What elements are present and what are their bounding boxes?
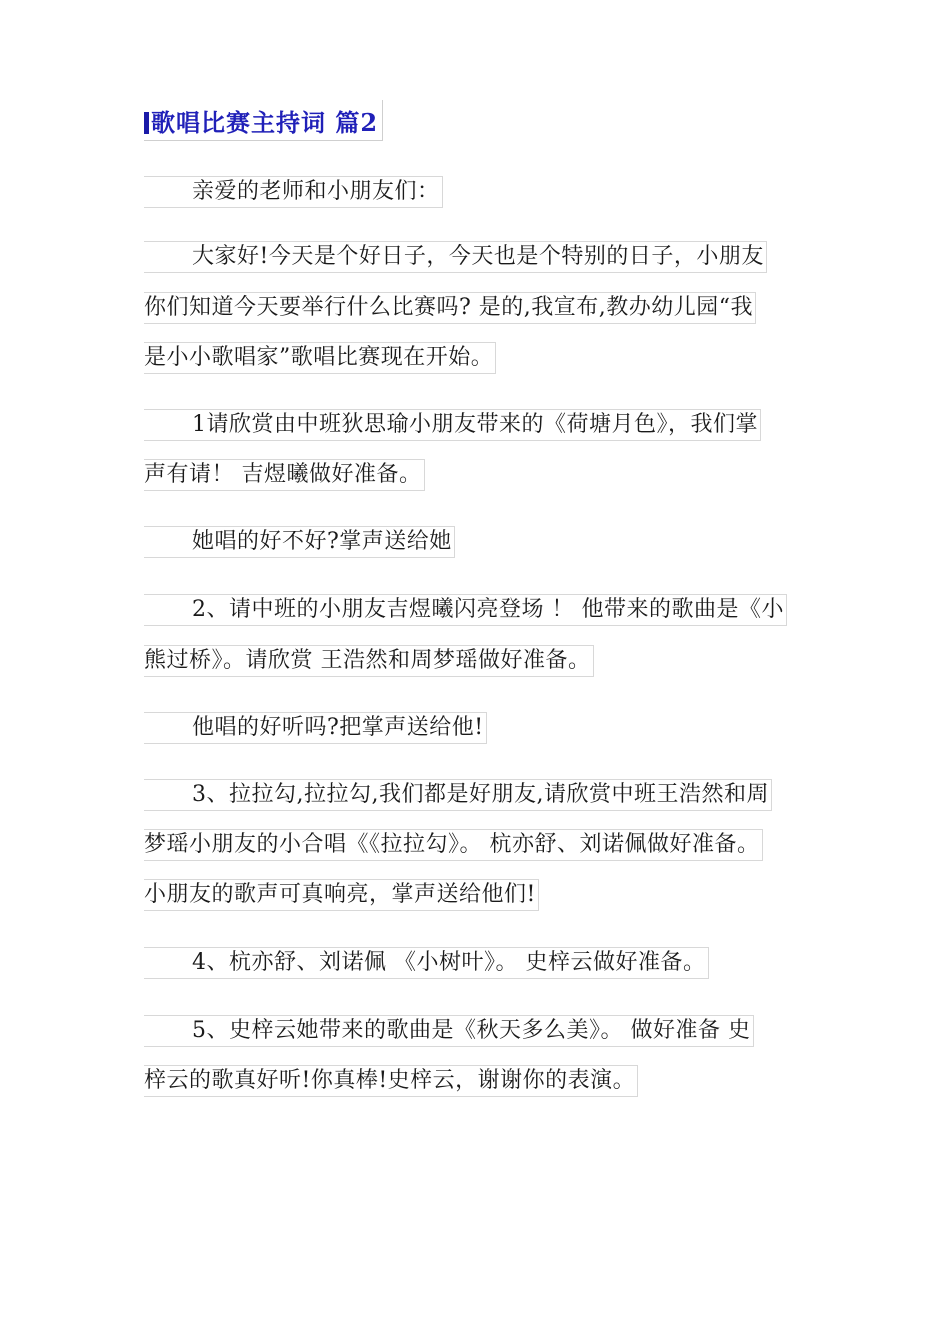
paragraph-line: 他唱的好听吗?把掌声送给他! xyxy=(144,712,487,744)
section-heading xyxy=(144,100,383,141)
heading-title: 歌唱比赛主持词 篇2 xyxy=(151,107,379,137)
paragraph-line: 梦瑶小朋友的小合唱《《拉拉勾》。 杭亦舒、刘诺佩做好准备。 xyxy=(144,829,763,861)
paragraph-line: 小朋友的歌声可真响亮，掌声送给他们! xyxy=(144,879,539,911)
paragraph-line: 声有请！ 吉煜曦做好准备。 xyxy=(144,459,425,491)
paragraph-line: 1请欣赏由中班狄思瑜小朋友带来的《荷塘月色》，我们掌 xyxy=(144,409,761,441)
heading-marker xyxy=(144,112,149,134)
greeting-line: 亲爱的老师和小朋友们： xyxy=(144,176,443,208)
paragraph-line: 是小小歌唱家”歌唱比赛现在开始。 xyxy=(144,342,496,374)
paragraph-line: 4、杭亦舒、刘诺佩 《小树叶》。 史梓云做好准备。 xyxy=(144,947,709,979)
paragraph-line: 大家好!今天是个好日子，今天也是个特别的日子，小朋友 xyxy=(144,241,767,273)
paragraph-line: 2、请中班的小朋友吉煜曦闪亮登场 ！ 他带来的歌曲是《小 xyxy=(144,594,787,626)
paragraph-line: 熊过桥》。请欣赏 王浩然和周梦瑶做好准备。 xyxy=(144,645,594,677)
paragraph-line: 3、拉拉勾,拉拉勾,我们都是好朋友,请欣赏中班王浩然和周 xyxy=(144,779,772,811)
paragraph-line: 你们知道今天要举行什么比赛吗? 是的,我宣布,教办幼儿园“我 xyxy=(144,292,756,324)
paragraph-line: 她唱的好不好?掌声送给她 xyxy=(144,526,455,558)
paragraph-line: 梓云的歌真好听!你真棒!史梓云，谢谢你的表演。 xyxy=(144,1065,638,1097)
paragraph-line: 5、史梓云她带来的歌曲是《秋天多么美》。 做好准备 史 xyxy=(144,1015,754,1047)
